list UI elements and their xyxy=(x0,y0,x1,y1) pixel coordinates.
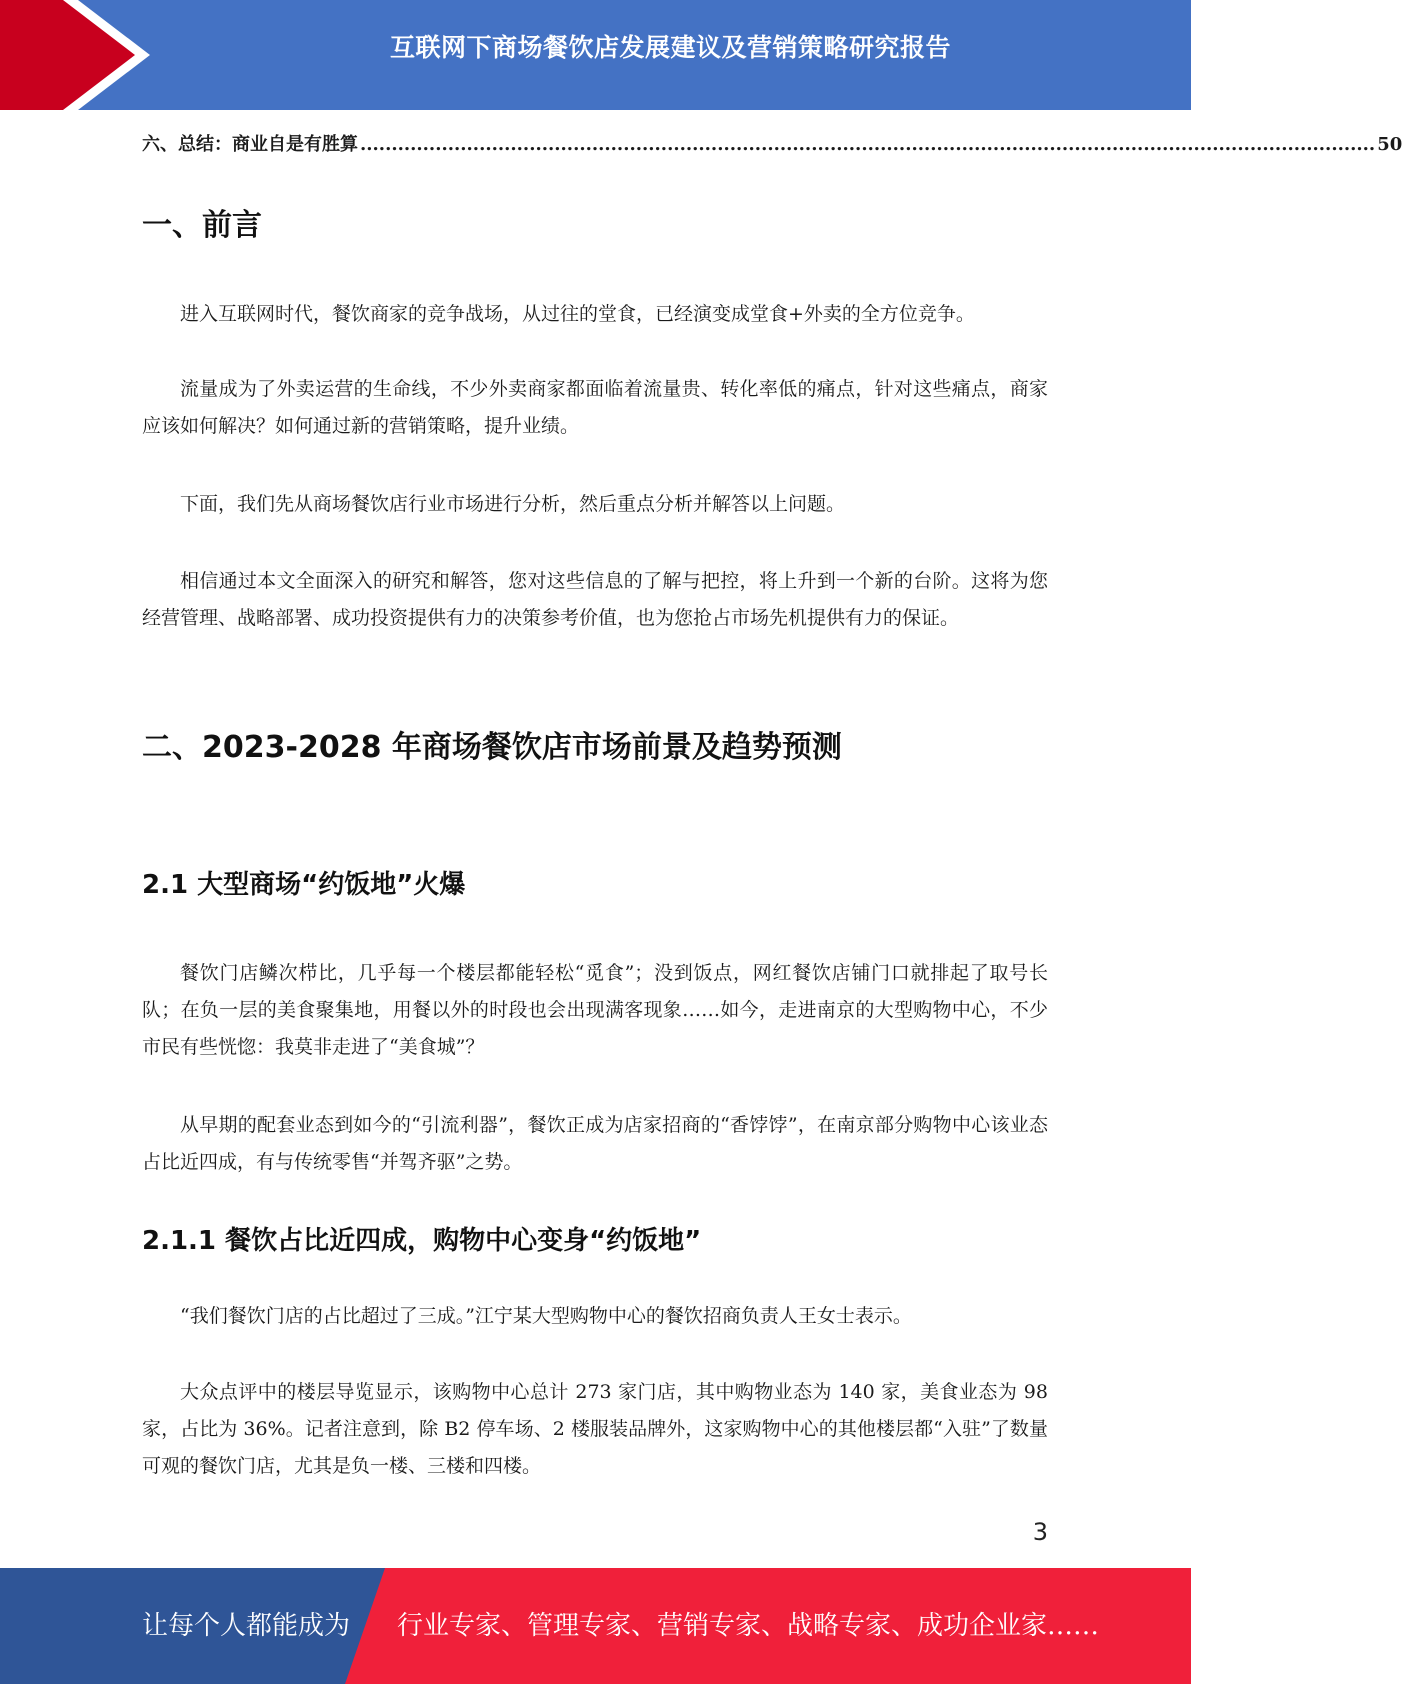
paragraph: “我们餐饮门店的占比超过了三成。”江宁某大型购物中心的餐饮招商负责人王女士表示。 xyxy=(180,1305,912,1327)
heading-market-forecast: 二、2023-2028 年商场餐饮店市场前景及趋势预测 xyxy=(142,730,842,765)
heading-section-2-1: 2.1 大型商场“约饭地”火爆 xyxy=(142,870,466,900)
paragraph: 下面，我们先从商场餐饮店行业市场进行分析，然后重点分析并解答以上问题。 xyxy=(180,493,846,515)
toc-entry-page: 50 xyxy=(1377,134,1402,155)
paragraph: 流量成为了外卖运营的生命线，不少外卖商家都面临着流量贵、转化率低的痛点，针对这些痛点，商家应该如何解决？如何通过新的营销策略，提升业绩。 xyxy=(142,378,1048,437)
footer-slogan-right: 行业专家、管理专家、营销专家、战略专家、成功企业家…… xyxy=(397,1611,1100,1641)
paragraph: 大众点评中的楼层导览显示，该购物中心总计 273 家门店，其中购物业态为 140 家，美食业态为 98 家，占比为 36%。记者注意到，除 B2 停车场、2 楼服装品牌外，这家购物中心的其他楼层都“入驻”了数量可观的餐饮门店，尤其是负一楼、三楼和四楼。 xyxy=(142,1381,1048,1477)
report-title: 互联网下商场餐饮店发展建议及营销策略研究报告 xyxy=(389,33,951,62)
paragraph: 进入互联网时代，餐饮商家的竞争战场，从过往的堂食，已经演变成堂食+外卖的全方位竞争。 xyxy=(180,303,975,325)
paragraph: 相信通过本文全面深入的研究和解答，您对这些信息的了解与把控，将上升到一个新的台阶。这将为您经营管理、战略部署、成功投资提供有力的决策参考价值，也为您抢占市场先机提供有力的保证。 xyxy=(142,570,1048,629)
paragraph: 从早期的配套业态到如今的“引流利器”，餐饮正成为店家招商的“香饽饽”，在南京部分购物中心该业态占比近四成，有与传统零售“并驾齐驱”之势。 xyxy=(142,1114,1048,1173)
heading-section-2-1-1: 2.1.1 餐饮占比近四成，购物中心变身“约饭地” xyxy=(142,1226,702,1256)
page-footer xyxy=(0,1568,1191,1684)
heading-preface: 一、前言 xyxy=(142,208,262,243)
toc-entry-text: 六、总结：商业自是有胜算 xyxy=(142,134,358,155)
page-header xyxy=(0,0,1191,110)
footer-slogan-left: 让每个人都能成为 xyxy=(142,1611,351,1641)
toc-entry[interactable] xyxy=(142,130,1402,156)
toc-leader-dots: .................................................................................................................................................................. xyxy=(360,134,1376,155)
page-number: 3 xyxy=(1032,1518,1048,1546)
paragraph: 餐饮门店鳞次栉比，几乎每一个楼层都能轻松“觅食”；没到饭点，网红餐饮店铺门口就排起了取号长队；在负一层的美食聚集地，用餐以外的时段也会出现满客现象……如今，走进南京的大型购物中心，不少市民有些恍惚：我莫非走进了“美食城”？ xyxy=(142,962,1048,1058)
header-chevron xyxy=(0,0,135,110)
